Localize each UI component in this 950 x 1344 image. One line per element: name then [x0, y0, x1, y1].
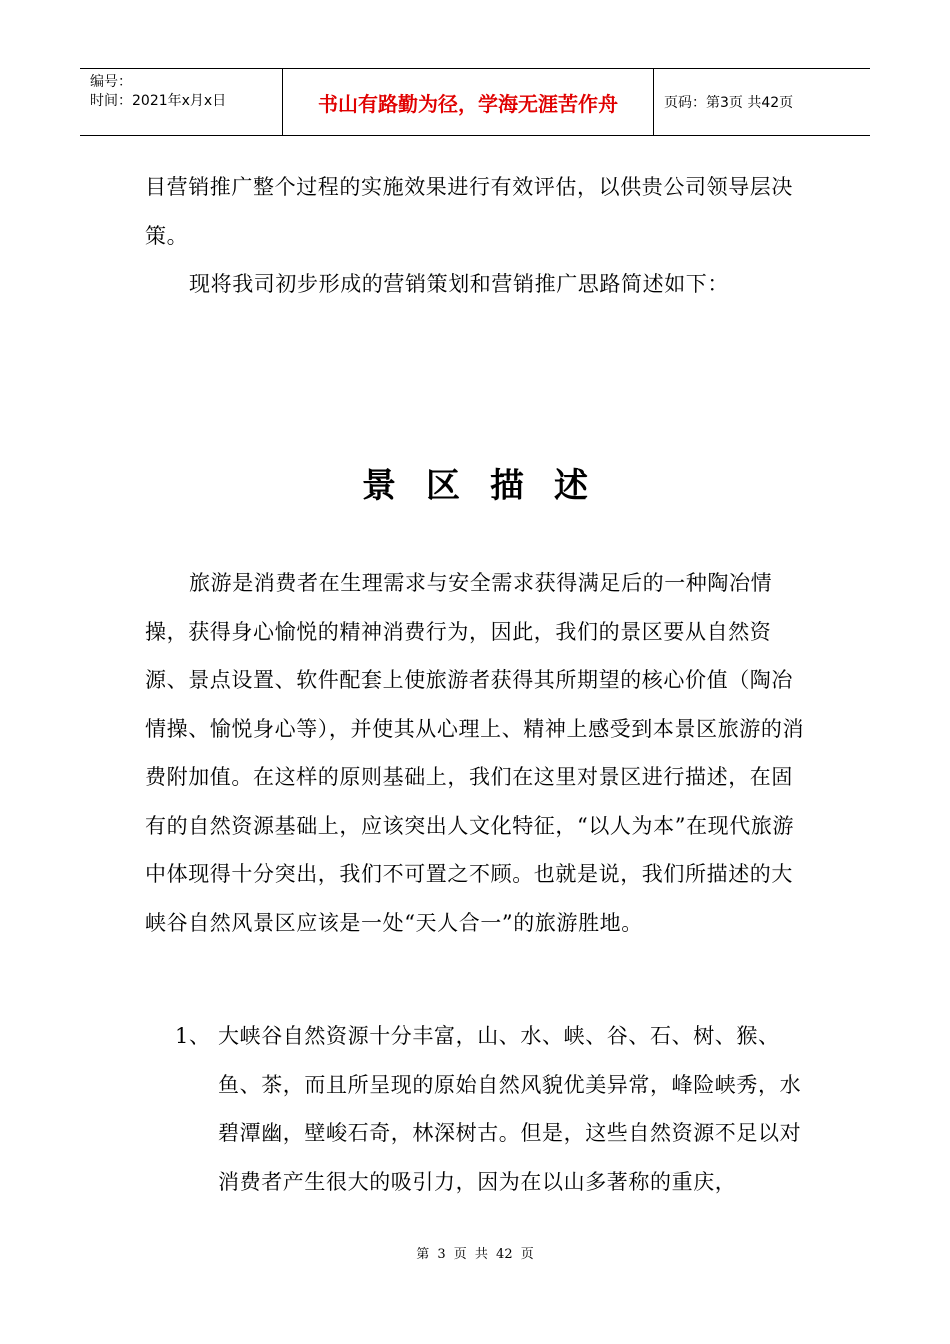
- page-footer: 第 3 页 共 42 页: [416, 1247, 534, 1262]
- paragraph-intro: 现将我司初步形成的营销策划和营销推广思路简述如下：: [189, 272, 729, 296]
- document-date-label: 时间：2021年x月x日: [90, 93, 227, 109]
- document-number-label: 编号：: [90, 74, 132, 90]
- document-header: [80, 68, 870, 136]
- list-item-text: 大峡谷自然资源十分丰富，山、水、峡、谷、石、树、猴、鱼、茶，而且所呈现的原始自然风貌优美异常，峰险峡秀，水碧潭幽，壁峻石奇，林深树古。但是，这些自然资源不足以对消费者产生很大的吸引力，因为在以山多著称的重庆，: [218, 1024, 802, 1194]
- header-meta: [80, 69, 282, 135]
- paragraph-continued: 目营销推广整个过程的实施效果进行有效评估，以供贵公司领导层决策。: [145, 175, 793, 248]
- list-item: [175, 1012, 815, 1206]
- header-page-label: 页码：第3页 共42页: [664, 95, 794, 111]
- section-heading: 景区描述: [362, 466, 618, 506]
- list-item-number: 1、: [175, 1024, 211, 1048]
- header-motto: 书山有路勤为径，学海无涯苦作舟: [282, 69, 654, 135]
- paragraph-scenic-description: 旅游是消费者在生理需求与安全需求获得满足后的一种陶冶情操，获得身心愉悦的精神消费行为，因此，我们的景区要从自然资源、景点设置、软件配套上使旅游者获得其所期望的核心价值（陶冶情操、愉悦身心等），并使其从心理上、精神上感受到本景区旅游的消费附加值。在这样的原则基础上，我们在这里对景区进行描述，在固有的自然资源基础上，应该突出人文化特征，“以人为本”在现代旅游中体现得十分突出，我们不可置之不顾。也就是说，我们所描述的大峡谷自然风景区应该是一处“天人合一”的旅游胜地。: [145, 571, 805, 935]
